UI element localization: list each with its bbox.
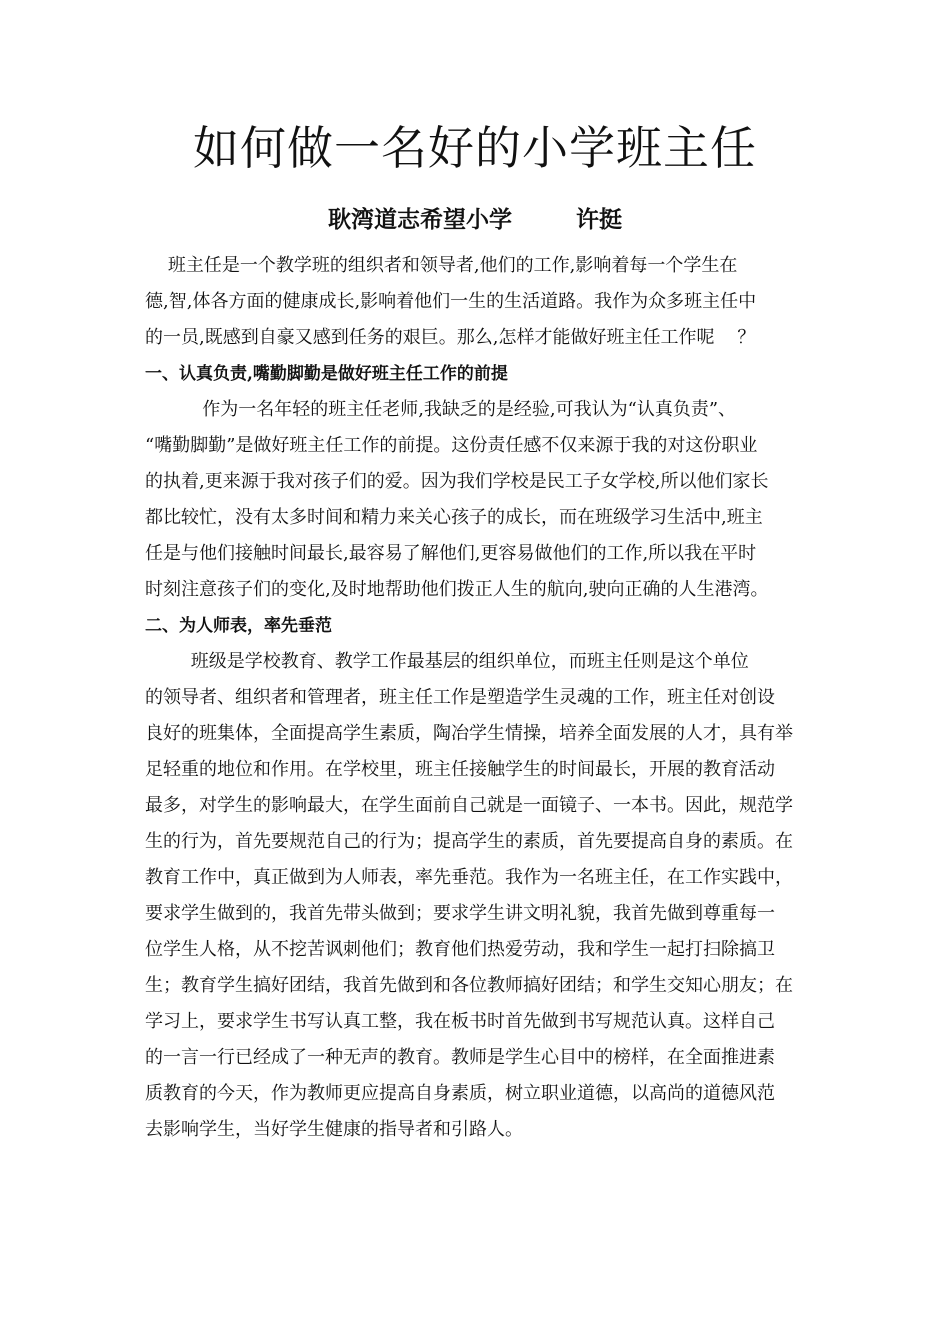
paragraph-line: 的领导者、组织者和管理者，班主任工作是塑造学生灵魂的工作，班主任对创设 (145, 687, 775, 708)
paragraph-line: “嘴勤脚勤”是做好班主任工作的前提。这份责任感不仅来源于我的对这份职业 (145, 435, 758, 456)
paragraph-line: 任是与他们接触时间最长,最容易了解他们,更容易做他们的工作,所以我在平时 (145, 543, 757, 564)
document-title: 如何做一名好的小学班主任 (193, 121, 757, 175)
document-byline: 耿湾道志希望小学 许挺 (327, 206, 623, 233)
paragraph-line: 都比较忙，没有太多时间和精力来关心孩子的成长，而在班级学习生活中,班主 (145, 507, 763, 528)
paragraph-line: 良好的班集体，全面提高学生素质，陶冶学生情操，培养全面发展的人才，具有举 (145, 723, 793, 744)
paragraph-line: 质教育的今天，作为教师更应提高自身素质，树立职业道德，以高尚的道德风范 (145, 1083, 775, 1104)
paragraph-line: 班主任是一个教学班的组织者和领导者,他们的工作,影响着每一个学生在 (145, 255, 738, 276)
paragraph-line: 生；教育学生搞好团结，我首先做到和各位教师搞好团结；和学生交知心朋友；在 (145, 975, 793, 996)
paragraph-line: 班级是学校教育、教学工作最基层的组织单位，而班主任则是这个单位 (145, 651, 749, 672)
paragraph-line: 要求学生做到的，我首先带头做到；要求学生讲文明礼貌，我首先做到尊重每一 (145, 903, 775, 924)
paragraph-line: 教育工作中，真正做到为人师表，率先垂范。我作为一名班主任，在工作实践中， (145, 867, 793, 888)
paragraph-line: 的执着,更来源于我对孩子们的爱。因为我们学校是民工子女学校,所以他们家长 (145, 471, 769, 492)
paragraph-line: 作为一名年轻的班主任老师,我缺乏的是经验,可我认为“认真负责”、 (145, 399, 737, 420)
paragraph-line: 位学生人格，从不挖苦讽刺他们；教育他们热爱劳动，我和学生一起打扫除搞卫 (145, 939, 775, 960)
section-heading: 二、为人师表，率先垂范 (145, 616, 332, 636)
paragraph-line: 去影响学生，当好学生健康的指导者和引路人。 (145, 1119, 523, 1140)
paragraph-line: 时刻注意孩子们的变化,及时地帮助他们拨正人生的航向,驶向正确的人生港湾。 (145, 579, 769, 600)
paragraph-line: 的一言一行已经成了一种无声的教育。教师是学生心目中的榜样，在全面推进素 (145, 1047, 775, 1068)
paragraph-line: 学习上，要求学生书写认真工整，我在板书时首先做到书写规范认真。这样自己 (145, 1011, 775, 1032)
document-body (145, 248, 810, 1148)
paragraph-line: 最多，对学生的影响最大，在学生面前自己就是一面镜子、一本书。因此，规范学 (145, 795, 793, 816)
section-heading: 一、认真负责,嘴勤脚勤是做好班主任工作的前提 (145, 364, 508, 384)
paragraph-line: 德,智,体各方面的健康成长,影响着他们一生的生活道路。我作为众多班主任中 (145, 291, 757, 312)
paragraph-line: 足轻重的地位和作用。在学校里，班主任接触学生的时间最长，开展的教育活动 (145, 759, 775, 780)
paragraph-line: 生的行为，首先要规范自己的行为；提高学生的素质，首先要提高自身的素质。在 (145, 831, 793, 852)
paragraph-line: 的一员,既感到自豪又感到任务的艰巨。那么,怎样才能做好班主任工作呢 ？ (145, 327, 756, 348)
